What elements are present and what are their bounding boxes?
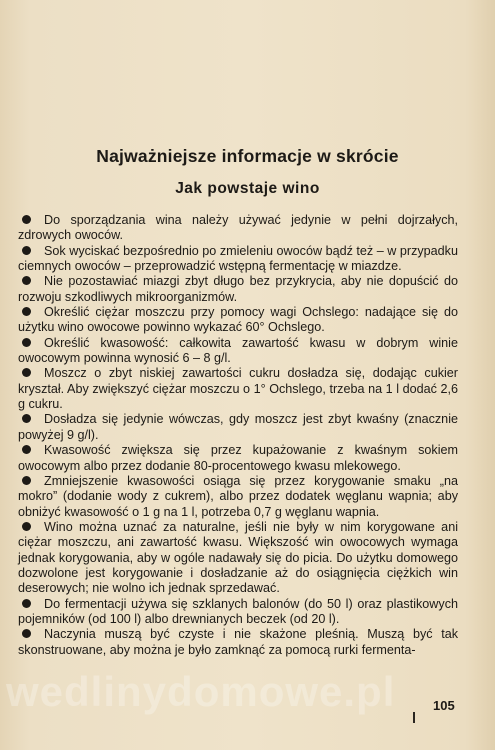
list-item-text: Naczynia muszą być czyste i nie skażone pleśnią. Muszą być tak skonstruowane, aby można je było zamknąć za pomocą rurki fermenta- [18, 627, 458, 657]
list-item-text: Moszcz o zbyt niskiej zawartości cukru dosładza się, dodając cukier kryształ. Aby zwiększyć ciężar moszczu o 1° Ochslego, trzeba na 1 l dodać 2,6 g cukru. [18, 366, 458, 412]
bullet-icon [22, 522, 31, 531]
list-item [18, 443, 458, 474]
list-item [18, 244, 458, 275]
bullet-icon [22, 215, 31, 224]
list-item-text: Określić ciężar moszczu przy pomocy wagi Ochslego: nadające się do użytku wino owocowe powinno wykazać 60° Ochslego. [18, 305, 458, 335]
bullet-icon [22, 476, 31, 485]
page-number: 105 [433, 698, 455, 713]
bullet-icon [22, 368, 31, 377]
margin-mark [413, 712, 415, 723]
list-item [18, 305, 458, 336]
list-item-text: Wino można uznać za naturalne, jeśli nie były w nim korygowane ani ciężar moszczu, ani zawartość kwasu. Większość win owocowych wymaga jednak korygowania, aby w ogóle nadawały się do picia. Do użytku domowego dozwolone jest korygowanie i dosładzanie aż do osiągnięcia ciężkich win deserowych; nie wolno ich jednak sprzedawać. [18, 519, 458, 596]
list-item [18, 213, 458, 244]
bullet-list [18, 213, 458, 658]
bullet-icon [22, 445, 31, 454]
section-title: Jak powstaje wino [175, 180, 320, 197]
list-item-text: Do sporządzania wina należy używać jedynie w pełni dojrzałych, zdrowych owoców. [18, 213, 458, 243]
bullet-icon [22, 414, 31, 423]
list-item [18, 412, 458, 443]
bullet-icon [22, 307, 31, 316]
list-item [18, 366, 458, 412]
list-item [18, 474, 458, 520]
list-item-text: Dosładza się jedynie wówczas, gdy moszcz jest zbyt kwaśny (znacznie powyżej 9 g/l). [18, 412, 458, 442]
bullet-icon [22, 629, 31, 638]
list-item-text: Zmniejszenie kwasowości osiąga się przez korygowanie smaku „na mokro” (dodanie wody z cukrem), albo przez dodatek węglanu wapnia; aby obniżyć kwasowość o 1 g na 1 l, potrzeba 0,7 g węglanu wapnia. [18, 473, 458, 519]
list-item-text: Sok wyciskać bezpośrednio po zmieleniu owoców bądź też – w przypadku ciemnych owoców – przeprowadzić wstępną fermentację w miazdze. [18, 243, 458, 274]
list-item [18, 627, 458, 658]
list-item-text: Kwasowość zwiększa się przez kupażowanie z kwaśnym sokiem owocowym albo przez dodanie 80-procentowego kwasu mlekowego. [18, 443, 458, 473]
list-item-text: Określić kwasowość: całkowita zawartość kwasu w dobrym winie owocowym powinna wynosić 6 – 8 g/l. [18, 335, 458, 366]
watermark: wedlinydomowe.pl [6, 668, 396, 715]
bullet-icon [22, 599, 31, 608]
bullet-icon [22, 276, 31, 285]
page-title: Najważniejsze informacje w skrócie [96, 146, 399, 166]
list-item-text: Do fermentacji używa się szklanych balonów (do 50 l) oraz plastikowych pojemników (od 100 l) albo drewnianych beczek (od 20 l). [18, 596, 458, 626]
bullet-icon [22, 338, 31, 347]
list-item [18, 597, 458, 628]
list-item [18, 520, 458, 597]
list-item [18, 336, 458, 367]
bullet-icon [22, 246, 31, 255]
list-item [18, 274, 458, 305]
list-item-text: Nie pozostawiać miazgi zbyt długo bez przykrycia, aby nie dopuścić do rozwoju szkodliwych mikroorganizmów. [18, 274, 458, 304]
